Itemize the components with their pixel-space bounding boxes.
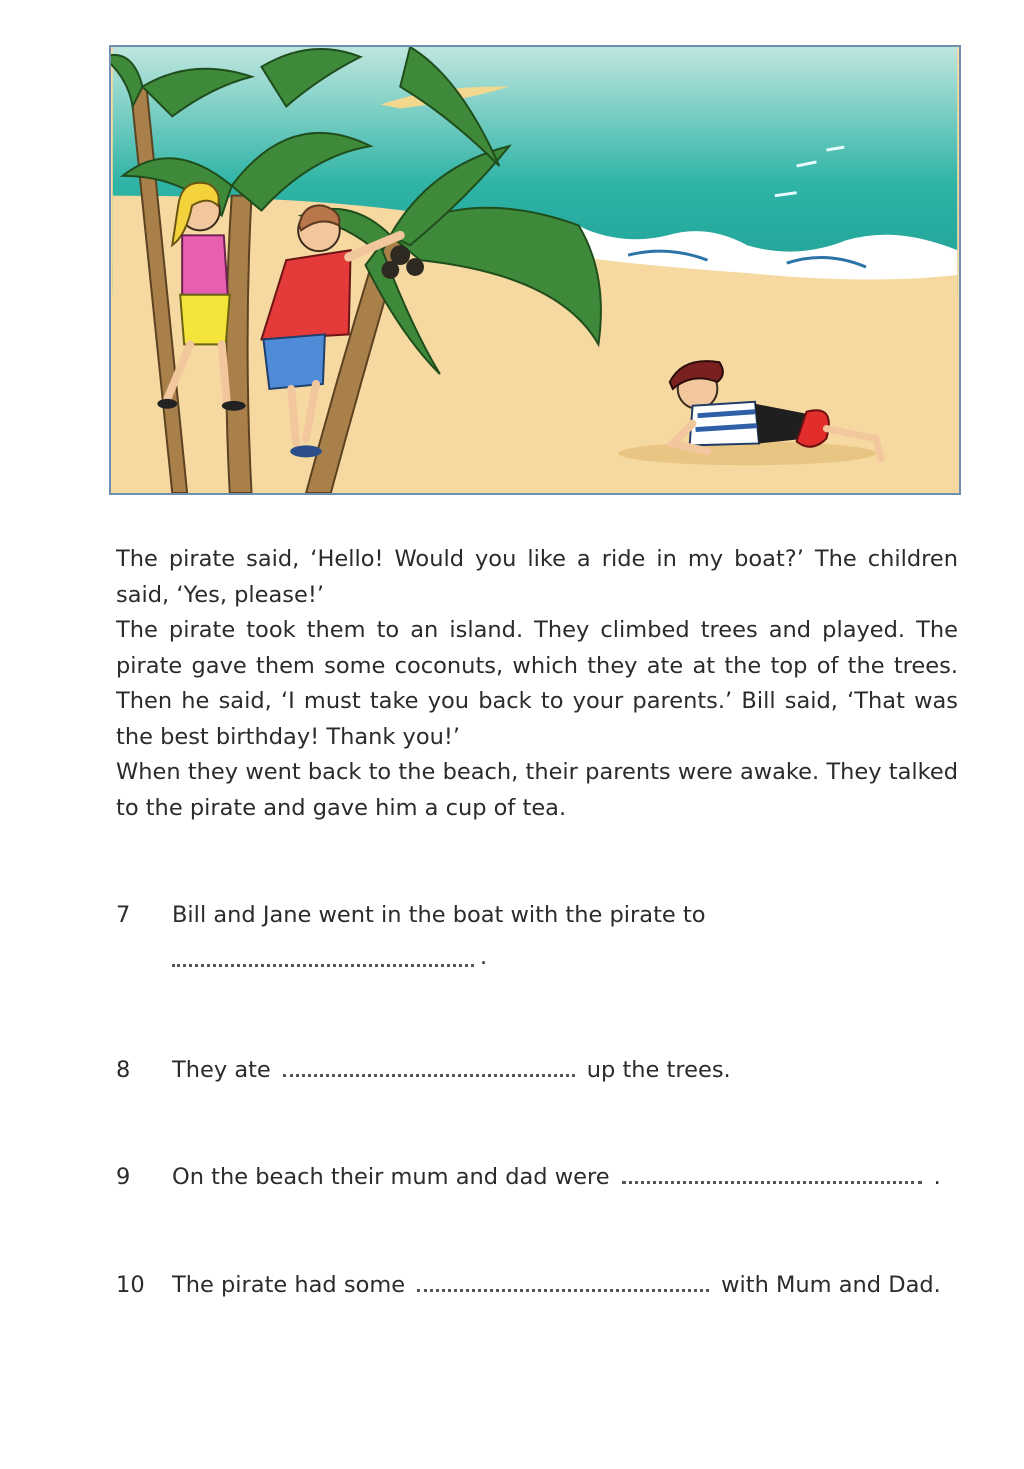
question-number: 7 xyxy=(116,902,131,928)
answer-blank[interactable] xyxy=(172,948,474,967)
island-scene-picture xyxy=(111,47,959,493)
answer-blank[interactable] xyxy=(283,1056,575,1077)
question-text-before: On the beach their mum and dad were xyxy=(172,1164,610,1190)
question-punctuation: . xyxy=(480,944,488,970)
story-paragraph: When they went back to the beach, their parents were awake. They talked to the pirate and gave him a cup of tea. xyxy=(116,759,958,821)
story-paragraph: The pirate said, ‘Hello! Would you like a ride in my boat?’ The children said, ‘Yes, please!’ xyxy=(116,546,958,608)
question-text-before: The pirate had some xyxy=(172,1272,406,1298)
story-illustration xyxy=(109,45,961,495)
question-7 xyxy=(116,900,966,980)
answer-blank[interactable] xyxy=(622,1163,922,1184)
question-text-after: with Mum and Dad. xyxy=(721,1272,941,1298)
answer-blank[interactable] xyxy=(417,1271,709,1292)
question-text-after: . xyxy=(933,1164,941,1190)
question-number: 8 xyxy=(116,1057,131,1083)
story-text xyxy=(116,542,958,826)
question-text: Bill and Jane went in the boat with the pirate to xyxy=(172,902,706,928)
question-text-after: up the trees. xyxy=(586,1057,731,1083)
question-text-before: They ate xyxy=(172,1057,271,1083)
question-number: 9 xyxy=(116,1164,131,1190)
question-number: 10 xyxy=(116,1272,145,1298)
story-paragraph: The pirate took them to an island. They climbed trees and played. The pirate gave them some coconuts, which they ate at the top of the trees. Then he said, ‘I must take you back to your parents.’ Bill said, ‘That was the best birthday! Thank you!’ xyxy=(116,617,958,750)
